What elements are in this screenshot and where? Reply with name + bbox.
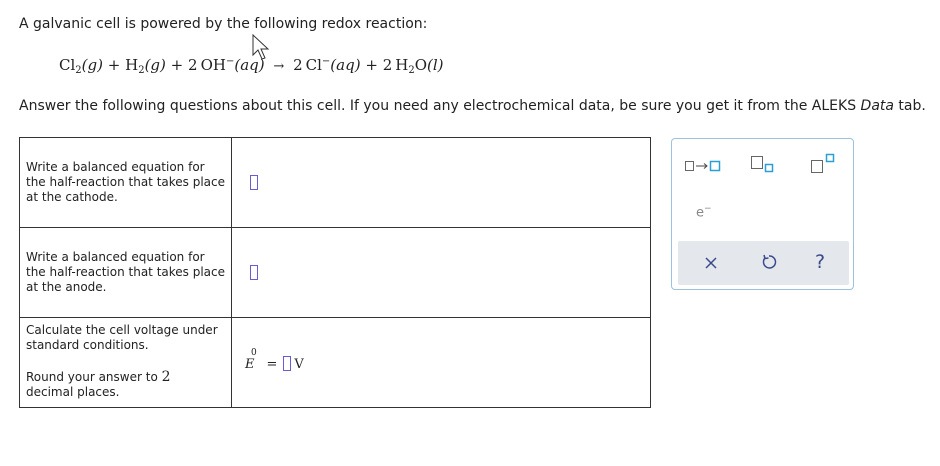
- answer-toolbox: [671, 138, 854, 290]
- data-tab-reference: Data: [860, 98, 894, 114]
- close-icon: [704, 256, 718, 270]
- subscript-icon: [751, 156, 775, 174]
- help-button[interactable]: ?: [815, 251, 826, 273]
- reaction-arrow-icon: [685, 160, 721, 172]
- problem-intro: A galvanic cell is powered by the following redox reaction:: [19, 16, 428, 32]
- answer-cell-voltage: E 0 = V: [232, 318, 651, 408]
- undo-icon: [761, 254, 777, 270]
- question-row-anode: [20, 228, 651, 318]
- mouse-cursor-icon: [252, 34, 274, 62]
- redox-reaction-equation: $Cl_2(g) + H_2(g) + 2$ OH−(aq) → 2 Cl−(aq) + 2 $H_2O(l)$: [59, 56, 444, 76]
- superscript-template-button[interactable]: [811, 153, 837, 179]
- question-table: [19, 137, 651, 408]
- clear-button[interactable]: [704, 255, 718, 274]
- toolbox-action-bar: [678, 241, 849, 285]
- subscript-template-button[interactable]: [751, 156, 775, 178]
- answer-cell-anode: [232, 228, 651, 318]
- rounding-instruction: Round your answer to 2 decimal places.: [26, 369, 171, 399]
- anode-equation-input[interactable]: [250, 265, 258, 280]
- question-row-voltage: [20, 318, 651, 408]
- cell-voltage-input[interactable]: [283, 356, 291, 371]
- electron-button[interactable]: e−: [696, 204, 712, 221]
- undo-button[interactable]: [761, 254, 777, 274]
- e-standard-symbol: E 0: [245, 348, 257, 372]
- question-label-voltage: Calculate the cell voltage under standard conditions. Round your answer to 2 decimal places.: [20, 318, 232, 408]
- answer-cell-cathode: [232, 138, 651, 228]
- superscript-icon: [811, 153, 837, 175]
- reaction-arrow: →: [273, 59, 285, 74]
- question-label-anode: Write a balanced equation for the half-reaction that takes place at the anode.: [20, 228, 232, 318]
- reaction-arrow-template-button[interactable]: [685, 157, 721, 176]
- question-label-cathode: Write a balanced equation for the half-reaction that takes place at the cathode.: [20, 138, 232, 228]
- instructions-text: Answer the following questions about this cell. If you need any electrochemical data, be sure you get it from the ALEKS Data tab.: [19, 98, 926, 114]
- question-row-cathode: [20, 138, 651, 228]
- volt-unit: V: [294, 357, 304, 372]
- cathode-equation-input[interactable]: [250, 175, 258, 190]
